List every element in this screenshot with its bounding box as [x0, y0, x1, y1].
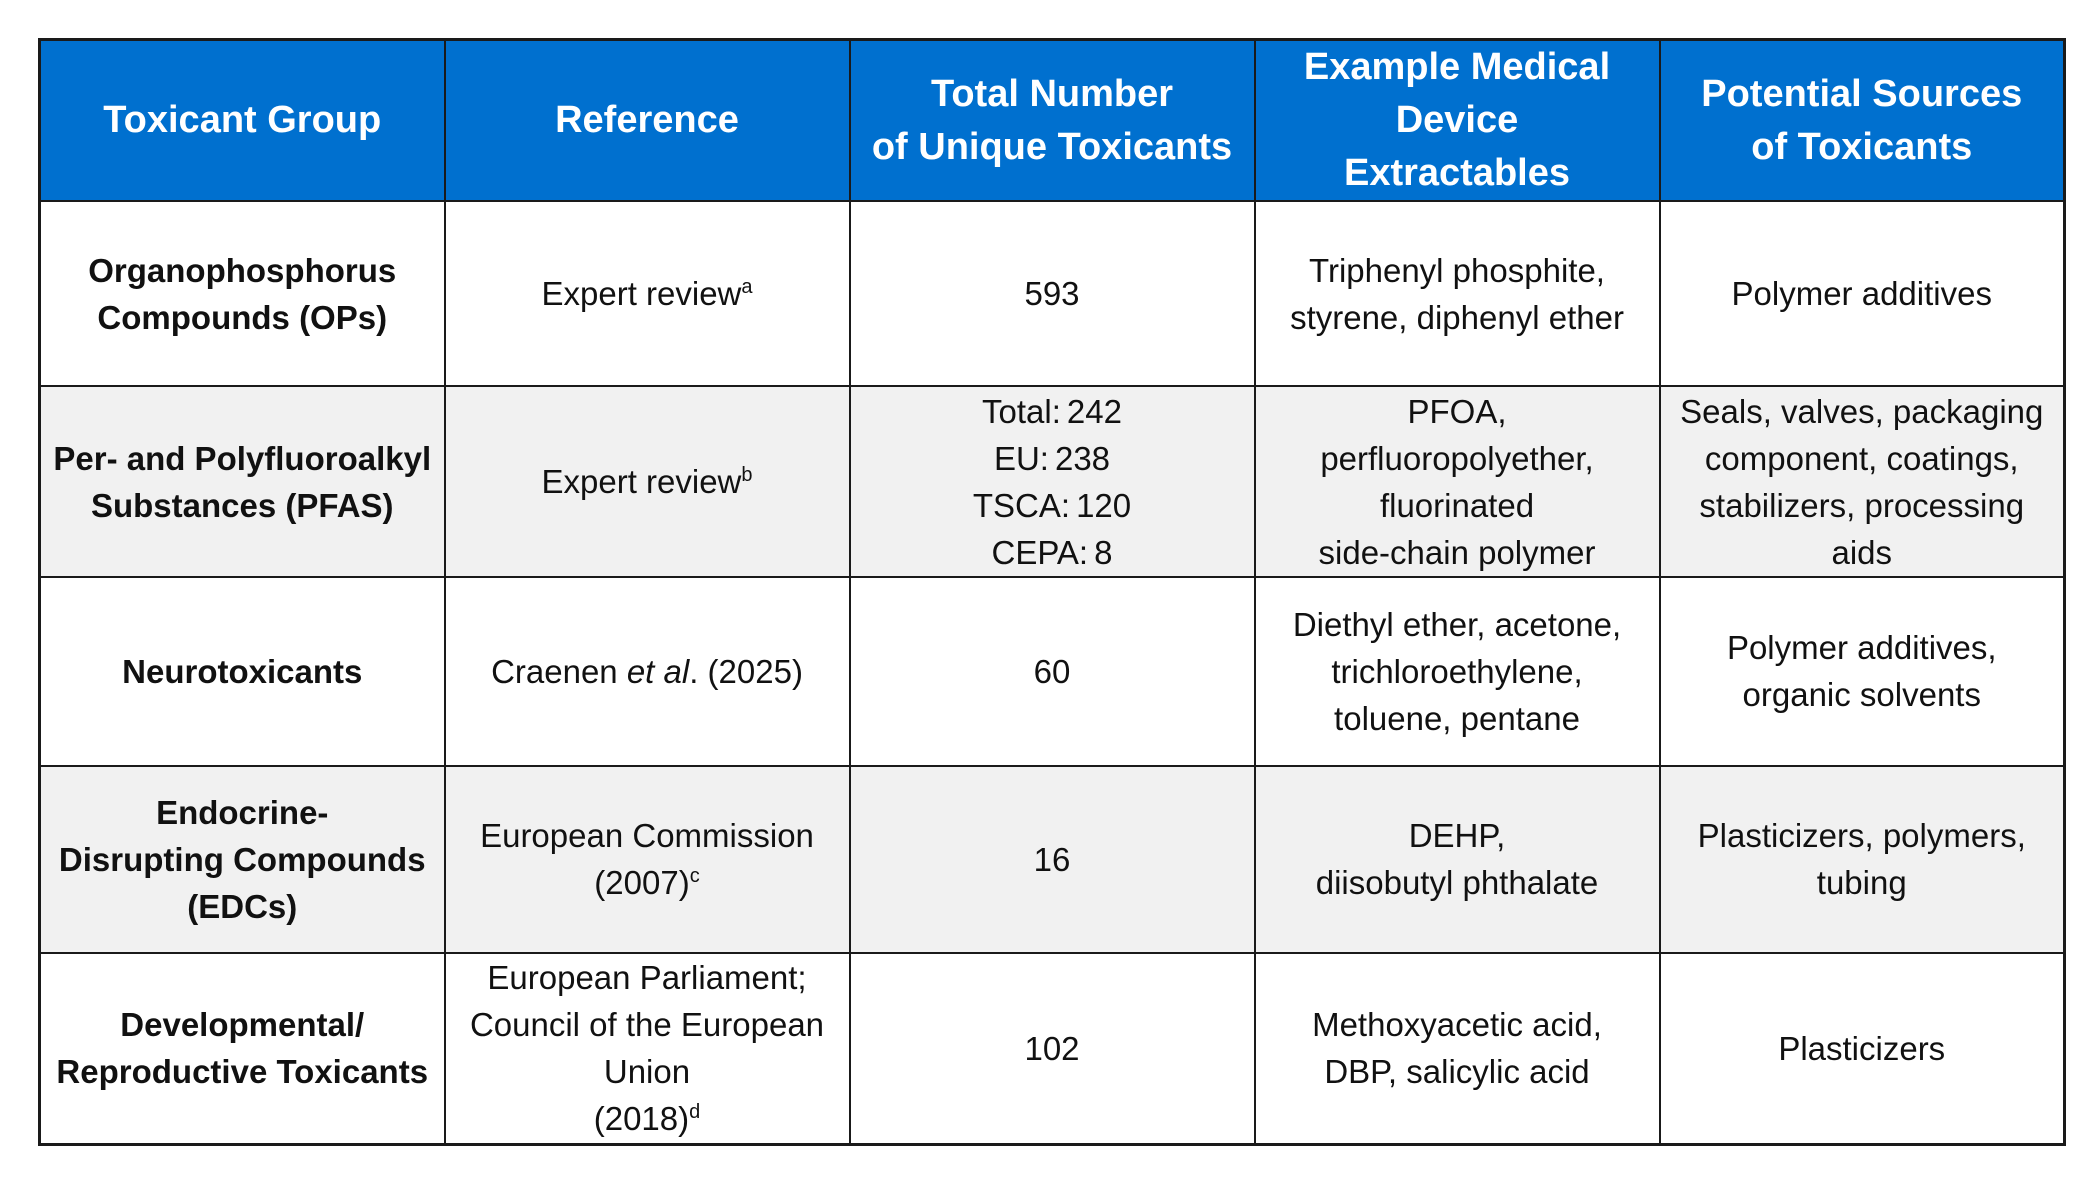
- cell-total: 593: [850, 201, 1255, 386]
- cell-sources: Polymer additives, organic solvents: [1660, 577, 2065, 765]
- cell-reference: Expert review$^a$: [445, 201, 850, 386]
- cell-total-breakdown: [850, 386, 1255, 577]
- cell-toxicant-group: Neurotoxicants: [40, 577, 445, 765]
- cell-extractables: DEHP, diisobutyl phthalate: [1255, 766, 1660, 953]
- cell-extractables: PFOA, perfluoropolyether, fluorinated side-chain polymer: [1255, 386, 1660, 577]
- cell-total: 102: [850, 953, 1255, 1145]
- header-total-number: Total Number of Unique Toxicants: [850, 40, 1255, 202]
- cell-sources: Seals, valves, packaging component, coatings, stabilizers, processing aids: [1660, 386, 2065, 577]
- tsca-stat: TSCA: 120: [972, 486, 1132, 524]
- eu-stat: EU: 238: [993, 439, 1111, 477]
- table-row: [40, 577, 2065, 765]
- header-toxicant-group: Toxicant Group: [40, 40, 445, 202]
- total-stat: Total: 242: [982, 392, 1122, 430]
- cell-toxicant-group: Organophosphorus Compounds (OPs): [40, 201, 445, 386]
- header-reference: Reference: [445, 40, 850, 202]
- cell-total: 60: [850, 577, 1255, 765]
- table-row: [40, 386, 2065, 577]
- header-extractables: Example Medical Device Extractables: [1255, 40, 1660, 202]
- cell-sources: Plasticizers, polymers, tubing: [1660, 766, 2065, 953]
- toxicant-table: [38, 38, 2066, 1146]
- cell-sources: Plasticizers: [1660, 953, 2065, 1145]
- header-row: [40, 40, 2065, 202]
- table-row: [40, 766, 2065, 953]
- cell-sources: Polymer additives: [1660, 201, 2065, 386]
- header-sources: Potential Sources of Toxicants: [1660, 40, 2065, 202]
- table-row: [40, 201, 2065, 386]
- cell-toxicant-group: Endocrine- Disrupting Compounds (EDCs): [40, 766, 445, 953]
- cell-reference: European Parliament; Council of the European Union $(2018)^d$: [445, 953, 850, 1145]
- cell-toxicant-group: Developmental/ Reproductive Toxicants: [40, 953, 445, 1145]
- cell-reference: European Commission $(2007)^c$: [445, 766, 850, 953]
- cell-extractables: Triphenyl phosphite, styrene, diphenyl ether: [1255, 201, 1660, 386]
- cell-toxicant-group: Per- and Polyfluoroalkyl Substances (PFAS): [40, 386, 445, 577]
- cell-total: 16: [850, 766, 1255, 953]
- cepa-stat: CEPA: 8: [991, 533, 1113, 571]
- cell-reference: Craenen et al. (2025): [445, 577, 850, 765]
- cell-reference: Expert review$^b$: [445, 386, 850, 577]
- table-row: [40, 953, 2065, 1145]
- cell-extractables: Methoxyacetic acid, DBP, salicylic acid: [1255, 953, 1660, 1145]
- cell-extractables: Diethyl ether, acetone, trichloroethylene, toluene, pentane: [1255, 577, 1660, 765]
